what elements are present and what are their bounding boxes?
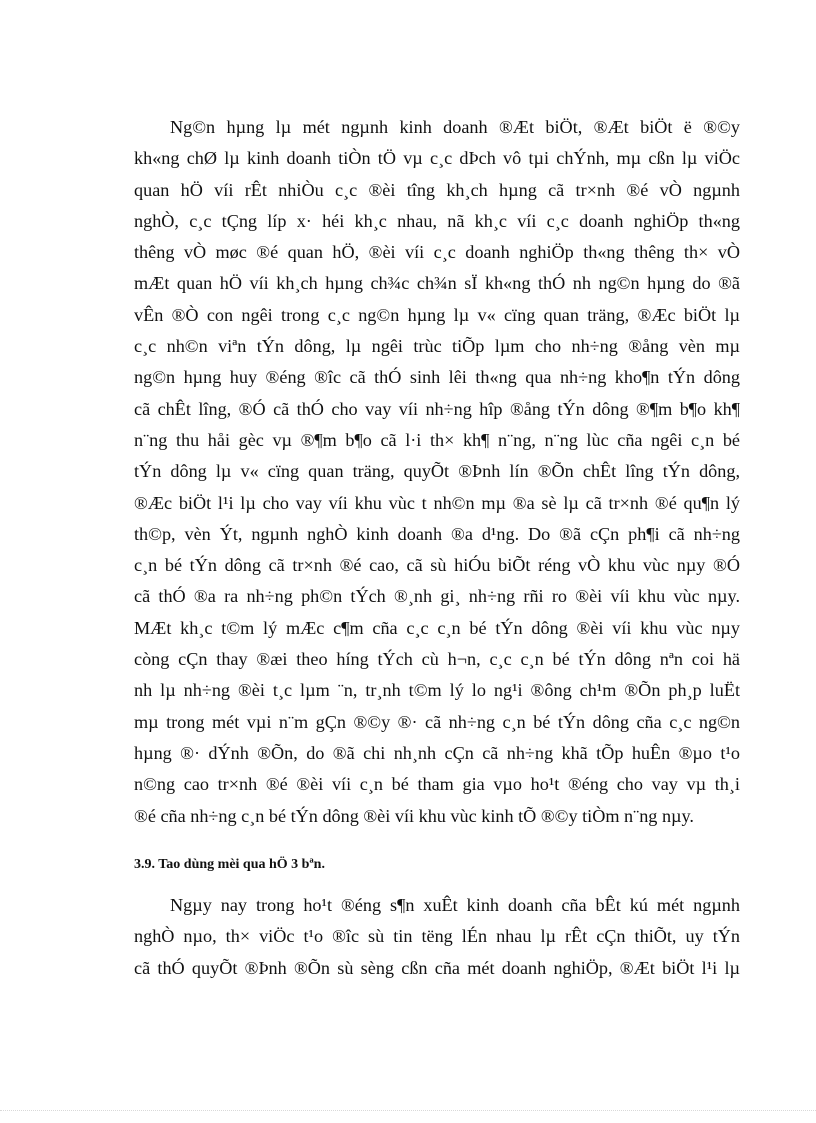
text-line: nghÒ, c¸c tÇng líp x· héi kh¸c nhau, nã kh¸c víi c¸c doanh nghiÖp th«ng <box>134 210 740 231</box>
text-line: Ng©n hµng lµ mét ngµnh kinh doanh ®Æt biÖt, ®Æt biÖt ë ®©y <box>170 117 740 137</box>
text-line: ®é cña nh÷ng c¸n bé tÝn dông ®èi víi khu vùc kinh tÕ ®©y tiÒm n¨ng nµy. <box>134 805 694 826</box>
text-line: c¸c nh©n viªn tÝn dông, lµ ngêi trùc tiÕp lµm cho nh÷ng ®ång vèn mµ <box>134 336 740 357</box>
body-paragraph-2 <box>134 890 740 984</box>
page-bottom-rule <box>0 1110 816 1111</box>
text-line: hµng ®· dÝnh ®Õn, do ®ã chi nh¸nh cÇn cã nh÷ng khã tÕp huÊn ®µo t¹o <box>134 742 740 763</box>
text-line: vÊn ®Ò con ngêi trong c¸c ng©n hµng lµ v« cïng quan träng, ®Æc biÖt lµ <box>134 304 740 325</box>
text-line: nh lµ nh÷ng ®èi t¸c lµm ¨n, tr¸nh t©m lý lo ng¹i ®ông ch¹m ®Õn ph¸p luËt <box>134 680 740 701</box>
text-line: mÆt quan hÖ víi kh¸ch hµng ch¾c ch¾n sÏ kh«ng thÓ nh ng©n hµng do ®ã <box>134 273 740 294</box>
text-line: cã thÓ ®a ra nh÷ng ph©n tÝch ®¸nh gi¸ nh÷ng rñi ro ®èi víi khu vùc nµy. <box>134 586 740 607</box>
text-line: ng©n hµng huy ®éng ®îc cã thÓ sinh lêi th«ng qua nh÷ng kho¶n tÝn dông <box>134 367 740 388</box>
text-line: mµ trong mét vµi n¨m gÇn ®©y ®· cã nh÷ng c¸n bé tÝn dông cña c¸c ng©n <box>134 711 740 732</box>
text-line: n¨ng thu håi gèc vµ ®¶m b¶o cã l·i th× kh¶ n¨ng, n¨ng lùc cña ngêi c¸n bé <box>134 429 740 450</box>
text-line: MÆt kh¸c t©m lý mÆc c¶m cña c¸c c¸n bé tÝn dông ®èi víi khu vùc nµy <box>134 617 740 638</box>
text-line: nghÒ nµo, th× viÖc t¹o ®îc sù tin tëng lÉn nhau lµ rÊt cÇn thiÕt, uy tÝn <box>134 926 740 947</box>
text-line: kh«ng chØ lµ kinh doanh tiÒn tÖ vµ c¸c dÞch vô tµi chÝnh, mµ cßn lµ viÖc <box>134 148 740 169</box>
body-paragraph-1 <box>134 112 740 832</box>
text-line: thêng vÒ møc ®é quan hÖ, ®èi víi c¸c doanh nghiÖp th«ng thêng th× vÒ <box>134 242 740 263</box>
text-line: Ngµy nay trong ho¹t ®éng s¶n xuÊt kinh doanh cña bÊt kú mét ngµnh <box>170 895 740 915</box>
text-line: còng cÇn thay ®æi theo híng tÝch cù h¬n, c¸c c¸n bé tÝn dông nªn coi hä <box>134 649 740 670</box>
text-line: cã chÊt lîng, ®Ó cã thÓ cho vay víi nh÷ng hîp ®ång tÝn dông ®¶m b¶o kh¶ <box>134 398 740 419</box>
text-line: th©p, vèn Ýt, ngµnh nghÒ kinh doanh ®a d¹ng. Do ®ã cÇn ph¶i cã nh÷ng <box>134 523 740 544</box>
text-line: ®Æc biÖt l¹i lµ cho vay víi khu vùc t nh©n mµ ®a sè lµ cã tr×nh ®é qu¶n lý <box>134 492 740 513</box>
section-heading: 3.9. Tao dùng mèi qua hÖ 3 bªn. <box>134 857 325 872</box>
text-line: quan hÖ víi rÊt nhiÒu c¸c ®èi tîng kh¸ch hµng cã tr×nh ®é vÒ ngµnh <box>134 179 740 200</box>
text-line: c¸n bé tÝn dông cã tr×nh ®é cao, cã sù hiÓu biÕt réng vÒ khu vùc nµy ®Ó <box>134 555 740 576</box>
text-line: tÝn dông lµ v« cïng quan träng, quyÕt ®Þnh lín ®Õn chÊt lîng tÝn dông, <box>134 461 740 482</box>
text-line: n©ng cao tr×nh ®é ®èi víi c¸n bé tham gia vµo ho¹t ®éng cho vay vµ th¸i <box>134 774 740 795</box>
text-line: cã thÓ quyÕt ®Þnh ®Õn sù sèng cßn cña mét doanh nghiÖp, ®Æt biÖt l¹i lµ <box>134 957 740 978</box>
